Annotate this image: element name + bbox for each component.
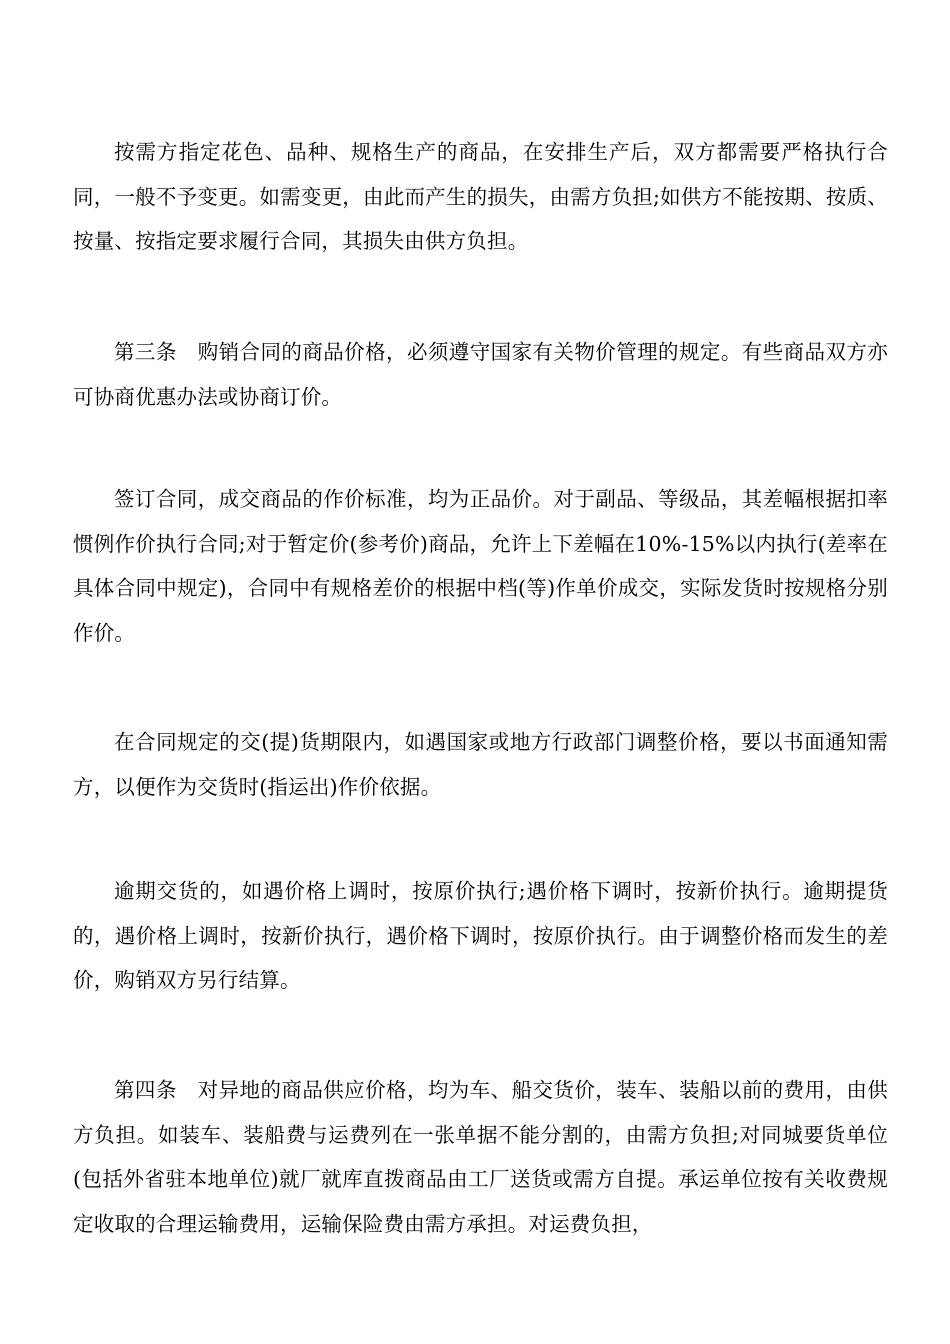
paragraph-custom-order-changes: 按需方指定花色、品种、规格生产的商品，在安排生产后，双方都需要严格执行合同，一般不予变更。如需变更，由此而产生的损失，由需方负担;如供方不能按期、按质、按量、按指定要求履行合同，其损失由供方负担。 [73,140,888,253]
paragraph-article-four-delivery-price: 第四条 对异地的商品供应价格，均为车、船交货价，装车、装船以前的费用，由供方负担。如装车、装船费与运费列在一张单据不能分割的，由需方负担;对同城要货单位(包括外省驻本地单位)就厂就库直拨商品由工厂送货或需方自提。承运单位按有关收费规定收取的合理运输费用，运输保险费由需方承担。对运费负担， [73,1078,888,1236]
paragraph-article-three-pricing: 第三条 购销合同的商品价格，必须遵守国家有关物价管理的规定。有些商品双方亦可协商优惠办法或协商订价。 [73,340,888,409]
paragraph-price-adjustment-notice: 在合同规定的交(提)货期限内，如遇国家或地方行政部门调整价格，要以书面通知需方，以便作为交货时(指运出)作价依据。 [73,730,888,799]
paragraph-overdue-delivery: 逾期交货的，如遇价格上调时，按原价执行;遇价格下调时，按新价执行。逾期提货的，遇价格上调时，按新价执行，遇价格下调时，按原价执行。由于调整价格而发生的差价，购销双方另行结算。 [73,879,888,992]
paragraph-price-standards: 签订合同，成交商品的作价标准，均为正品价。对于副品、等级品，其差幅根据扣率惯例作价执行合同;对于暂定价(参考价)商品，允许上下差幅在10%-15%以内执行(差率在具体合同中规定)，合同中有规格差价的根据中档(等)作单价成交，实际发货时按规格分别作价。 [73,487,888,645]
